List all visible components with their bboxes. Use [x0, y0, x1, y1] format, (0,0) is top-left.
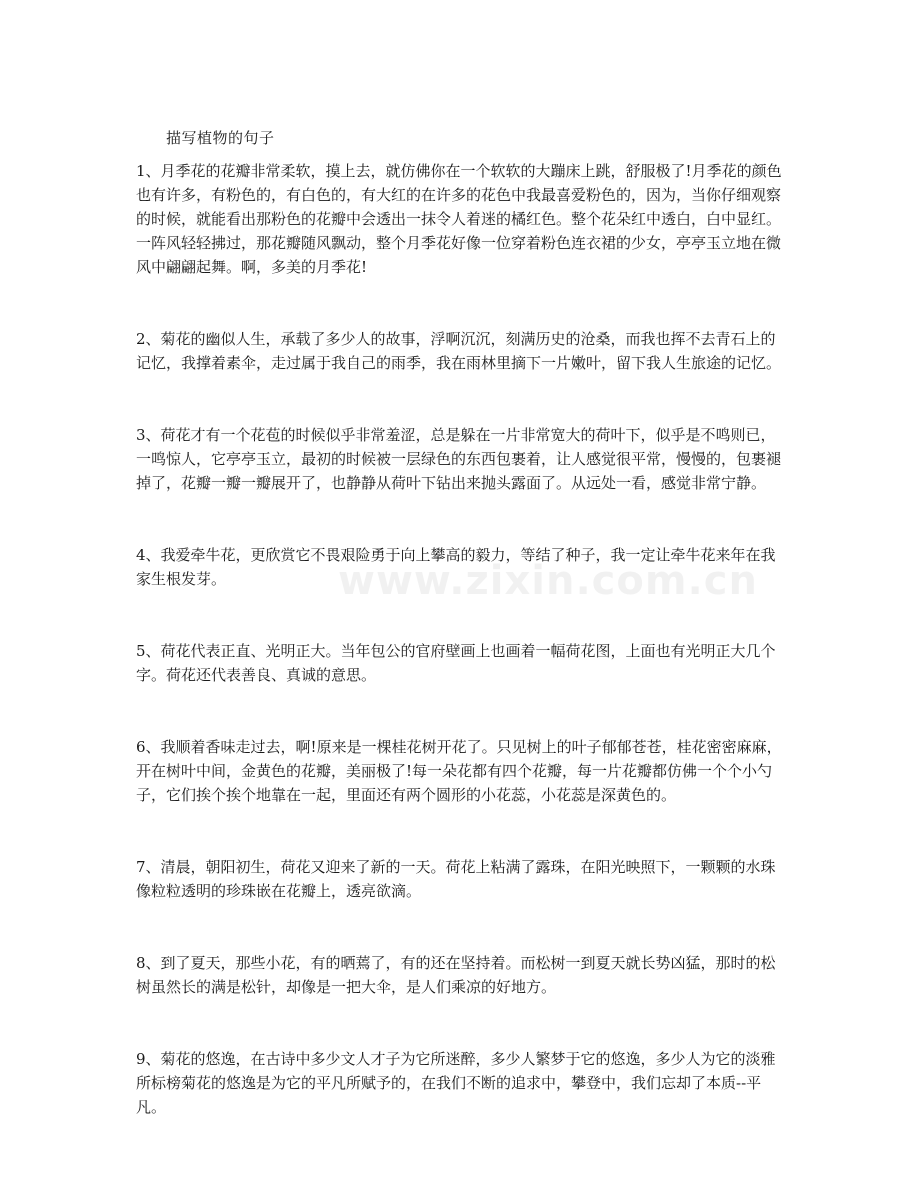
watermark: www.zixin.com.cn	[338, 558, 758, 604]
paragraph-4: 4、我爱牵牛花，更欣赏它不畏艰险勇于向上攀高的毅力，等结了种子，我一定让牵牛花来年在我家生根发芽。	[136, 546, 776, 588]
paragraph-1: 1、月季花的花瓣非常柔软，摸上去，就仿佛你在一个软软的大蹦床上跳，舒服极了!月季花的颜色也有许多，有粉色的，有白色的，有大红的在许多的花色中我最喜爱粉色的，因为，当你仔细观察的时候，就能看出那粉色的花瓣中会透出一抹令人着迷的橘红色。整个花朵红中透白，白中显红。一阵风轻轻拂过，那花瓣随风飘动，整个月季花好像一位穿着粉色连衣裙的少女，亭亭玉立地在微风中翩翩起舞。啊，多美的月季花!	[136, 162, 782, 276]
document-title: 描写植物的句子	[166, 129, 275, 147]
paragraph-5: 5、荷花代表正直、光明正大。当年包公的官府壁画上也画着一幅荷花图，上面也有光明正大几个字。荷花还代表善良、真诚的意思。	[136, 642, 776, 684]
paragraph-6: 6、我顺着香味走过去，啊!原来是一棵桂花树开花了。只见树上的叶子郁郁苍苍，桂花密密麻麻，开在树叶中间，金黄色的花瓣，美丽极了!每一朵花都有四个花瓣，每一片花瓣都仿佛一个个小勺子，它们挨个挨个地靠在一起，里面还有两个圆形的小花蕊，小花蕊是深黄色的。	[136, 738, 782, 804]
paragraph-list	[136, 159, 786, 1119]
paragraph-2: 2、菊花的幽似人生，承载了多少人的故事，浮啊沉沉，刻满历史的沧桑，而我也挥不去青石上的记忆，我撑着素伞，走过属于我自己的雨季，我在雨林里摘下一片嫩叶，留下我人生旅途的记忆。	[136, 330, 782, 372]
paragraph-8: 8、到了夏天，那些小花，有的晒蔫了，有的还在坚持着。而松树一到夏天就长势凶猛，那时的松树虽然长的满是松针，却像是一把大伞，是人们乘凉的好地方。	[136, 954, 776, 996]
paragraph-3: 3、荷花才有一个花苞的时候似乎非常羞涩，总是躲在一片非常宽大的荷叶下，似乎是不鸣则已，一鸣惊人，它亭亭玉立，最初的时候被一层绿色的东西包裹着，让人感觉很平常，慢慢的，包裹褪掉了，花瓣一瓣一瓣展开了，也静静从荷叶下钻出来抛头露面了。从远处一看，感觉非常宁静。	[136, 426, 782, 492]
paragraph-7: 7、清晨，朝阳初生，荷花又迎来了新的一天。荷花上粘满了露珠，在阳光映照下，一颗颗的水珠像粒粒透明的珍珠嵌在花瓣上，透亮欲滴。	[136, 858, 776, 900]
paragraph-9: 9、菊花的悠逸，在古诗中多少文人才子为它所迷醉，多少人繁梦于它的悠逸，多少人为它的淡雅所标榜菊花的悠逸是为它的平凡所赋予的，在我们不断的追求中，攀登中，我们忘却了本质--平凡。	[136, 1050, 776, 1116]
